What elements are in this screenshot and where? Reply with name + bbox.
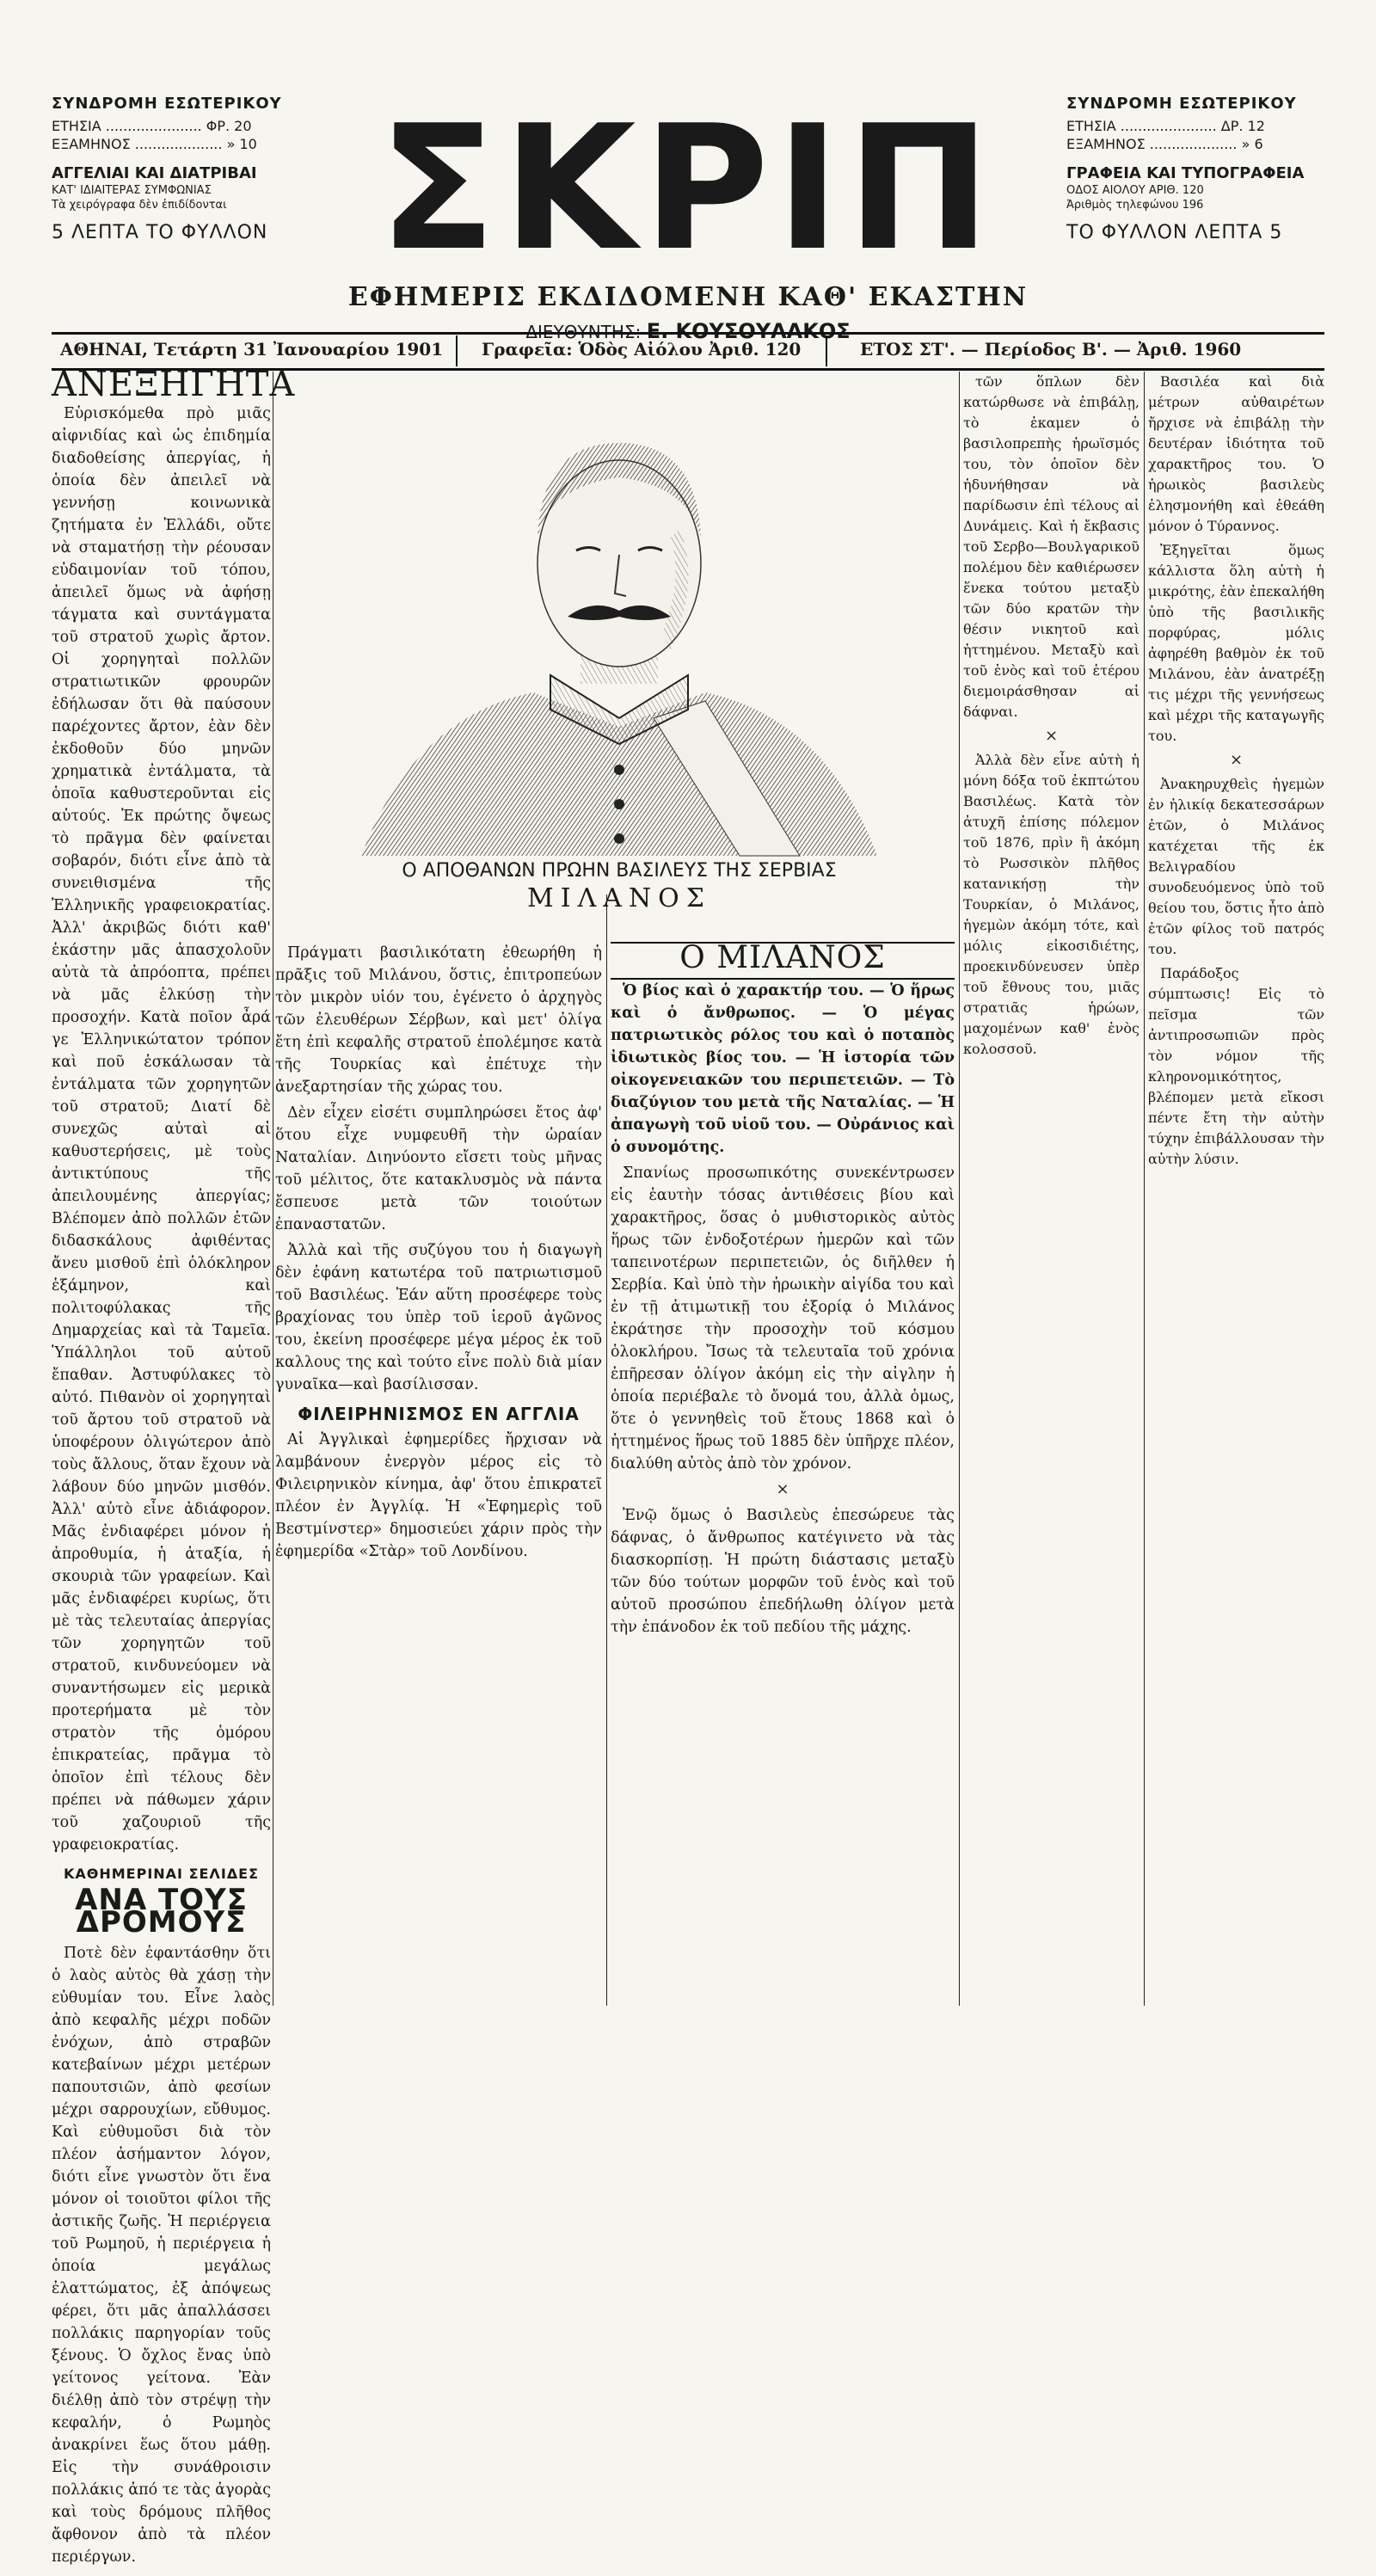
- column-rule: [1144, 372, 1145, 2006]
- caption-name: ΜΙΛΑΝΟΣ: [527, 883, 711, 913]
- left-semester-rate: ΕΞΑΜΗΝΟΣ .................... » 10: [52, 136, 257, 152]
- dateline-office: Γραφεῖα: Ὁδὸς Αἰόλου Ἀριθ. 120: [482, 339, 802, 360]
- left-subscription-heading: ΣΥΝΔΡΟΜΗ ΕΣΩΤΕΡΙΚΟΥ: [52, 95, 282, 113]
- article-body: Εὑρισκόμεθα πρὸ μιᾶς αἰφνιδίας καὶ ὡς ἐπιδημία διαδοθείσης ἀπεργίας, ἡ ὁποία δὲν ἀπειλεῖ νὰ γεννήσῃ κοινωνικὰ ζητήματα ἐν Ἑλλάδι, οὔτε νὰ σταματήσῃ τὴν ρέουσαν εὐδαιμονίαν τοῦ τόπου, ἀπειλεῖ ὅμως νὰ ἀφήσῃ τάγματα καὶ συντάγματα τοῦ στρατοῦ χωρὶς ἄρτον. Οἱ χορηγηταὶ πολλῶν στρατιωτικῶν φρουρῶν ἐδήλωσαν ὅτι θὰ παύσουν παρέχοντες ἄρτον, ἐὰν δὲν ἐκδοθοῦν δύο μηνῶν χρηματικὰ ἐντάλματα, τὰ ὁποῖα καθυστεροῦνται εἰς αὐτούς. Ἐκ πρώτης ὄψεως τὸ πρᾶγμα δὲν φαίνεται σοβαρόν, διότι εἶνε ἀπὸ τὰ συνειθισμένα τῆς Ἑλληνικῆς γραφειοκρατίας. Ἀλλ' ἀκριβῶς διότι καθ' ἑκάστην μᾶς ἀπασχολοῦν αὐτὰ τὰ ἀπρόοπτα, πρέπει νὰ μᾶς ἑλκύσῃ τὴν προσοχήν. Κατὰ ποῖον ἆρά γε Ἑλληνικώτατον τρόπον καὶ ποῦ ἐσκάλωσαν τὰ ἐντάλματα τῶν χορηγητῶν τοῦ στρατοῦ; Διατί δὲ συνεχῶς αὐταὶ αἱ καθυστερήσεις, μὲ τοὺς ἀντικτύπους τῆς ἀπειλουμένης ἀπεργίας; Βλέπομεν ἀπὸ πολλῶν ἐτῶν διδασκάλους ἀφιθέντας ἄνευ μισθοῦ ἐπὶ ὁλόκληρον ἑξάμηνον, καὶ πολιτοφύλακας τῆς Δημαρχείας καὶ τὰ Ταμεῖα. Ὑπάλληλοι τοῦ αὐτοῦ ἔπαθαν. Ἀστυφύλακες τὸ αὐτό. Πιθανὸν οἱ χορηγηταὶ τοῦ ἄρτου τοῦ στρατοῦ νὰ ὑποφέρουν ὀλιγώτερον ἀπὸ τοὺς ἄλλους, ὅταν ἔχουν νὰ λάβουν δύο μηνῶν μισθόν. Ἀλλ' αὐτὸ εἶνε ἀδιάφορον. Μᾶς ἐνδιαφέρει μόνον ἡ ἀπροθυμία, ἡ ἀταξία, ἡ σκουριὰ τῶν γραφείων. Καὶ μᾶς ἐνδιαφέρει κυρίως, ὅτι μὲ τὰς τελευταίας ἀπεργίας τῶν χορηγητῶν τοῦ στρατοῦ, κινδυνεύομεν νὰ συναντήσωμεν εἰς μερικὰ προτερήματα μὲ τὸν στρατὸν τῆς ὁμόρου ἐπικρατείας, πρᾶγμα τὸ ὁποῖον ἐπὶ τέλους δὲν πρέπει νὰ πάθωμεν χάριν τοῦ χαζουριοῦ τῆς γραφειοκρατίας.: [52, 405, 271, 1854]
- right-price: ΤΟ ΦΥΛΛΟΝ ΛΕΠΤΑ 5: [1066, 222, 1283, 243]
- article-body: Δὲν εἶχεν εἰσέτι συμπληρώσει ἔτος ἀφ' ὅτου εἶχε νυμφευθῆ τὴν ὡραίαν Ναταλίαν. Διηνύοντο εἴσετι τοὺς μῆνας τοῦ μέλιτος, ὅτε κατακλυσμὸς νὰ πάντα ἔσπευσε μετὰ τῶν τοιούτων ἐπαναστατῶν.: [275, 1104, 602, 1233]
- article-lead: Ὁ βίος καὶ ὁ χαρακτήρ του. — Ὁ ἥρως καὶ ὁ ἄνθρωπος. — Ὁ μέγας πατριωτικὸς ρόλος του καὶ ὁ ποταπὸς ἰδιωτικὸς βίος του. — Ἡ ἱστορία τῶν οἰκογενειακῶν του περιπετειῶν. — Τὸ διαζύγιον του μετὰ τῆς Ναταλίας. — Ἡ ἀπαγωγὴ τοῦ υἱοῦ του. — Οὐράνιος καὶ ὁ συνομότης.: [611, 982, 955, 1156]
- article-body: Ἐνῷ ὅμως ὁ Βασιλεὺς ἐπεσώρευε τὰς δάφνας, ὁ ἄνθρωπος κατέγινετο νὰ τὰς διασκορπίσῃ. Ἡ πρώτη διάστασις μεταξὺ τῶν δύο τούτων μορφῶν τοῦ ἑνὸς καὶ τοῦ αὐτοῦ προσώπου ἐπεδήλωθη ὀλίγον μετὰ τὴν ἐπάνοδον ἐκ τοῦ πεδίου τῆς μάχης.: [611, 1507, 955, 1636]
- column-rule: [606, 895, 607, 2006]
- article-body: Αἱ Ἀγγλικαὶ ἐφημερίδες ἤρχισαν νὰ λαμβάνουν ἐνεργὸν μέρος εἰς τὸ Φιλειρηνικὸν κίνημα, ἀφ' ὅτου ἐπικρατεῖ πλέον ἐν Ἀγγλίᾳ. Ἡ «Ἐφημερὶς τοῦ Βεστμίνστερ» δημοσιεύει χάριν πρὸς τὴν ἐφημερίδα «Στὰρ» τοῦ Λονδίνου.: [275, 1431, 602, 1560]
- newspaper-title: ΣΚΡΙΠ: [378, 89, 998, 289]
- section-heading-pacifism: ΦΙΛΕΙΡΗΝΙΣΜΟΣ ΕΝ ΑΓΓΛΙΑ: [298, 1404, 580, 1424]
- separator-cross: ×: [776, 1480, 789, 1498]
- right-semester-rate: ΕΞΑΜΗΝΟΣ .................... » 6: [1066, 136, 1263, 152]
- dateline-divider: [826, 335, 827, 366]
- column-right-a: [963, 372, 1140, 2006]
- article-body: Ἀνακηρυχθεὶς ἡγεμὼν ἐν ἡλικίᾳ δεκατεσσάρων ἐτῶν, ὁ Μιλάνος κατέχεται τῆς ἐκ Βελιγραδίου συνοδευόμενος ὑπὸ τοῦ θείου του, ὅστις ἦτο ἀπὸ ἐτῶν φίλος τοῦ πατρός του.: [1148, 776, 1324, 957]
- dateline: [52, 335, 1324, 366]
- separator-cross: ×: [1229, 751, 1244, 769]
- left-annual-rate: ΕΤΗΣΙΑ ...................... ΦΡ. 20: [52, 118, 252, 134]
- column-continuation: [275, 942, 602, 2576]
- dateline-issue: ΕΤΟΣ ΣΤ'. — Περίοδος Β'. — Ἀριθ. 1960: [860, 339, 1242, 360]
- director-label: ΔΙΕΥΘΥΝΤΗΣ:: [525, 322, 642, 342]
- column-right-b: [1148, 372, 1324, 2006]
- right-phone: Ἀριθμὸς τηλεφώνου 196: [1066, 199, 1204, 212]
- portrait-engraving: [284, 374, 955, 890]
- article-body: Ἀλλὰ δὲν εἶνε αὐτὴ ἡ μόνη δόξα τοῦ ἐκπτώτου Βασιλέως. Κατὰ τὸν ἀτυχῆ ἐπίσης πόλεμον τοῦ 1876, πρὶν ἢ ἀκόμη τὸ Ρωσσικὸν πλῆθος κατανικήσῃ τὴν Τουρκίαν, ὁ Μιλάνος, ἡγεμὼν ἀκόμη τότε, καὶ μόλις εἰκοσιδιέτης, προεκινδύνευσεν ὑπὲρ τοῦ ἔθνους του, μιᾶς στρατιᾶς ἡρώων, μαχομένων καθ' ἑνὸς κολοσσοῦ.: [963, 752, 1140, 1057]
- article-headbox: [611, 942, 955, 980]
- right-offices-heading: ΓΡΑΦΕΙΑ ΚΑΙ ΤΥΠΟΓΡΑΦΕΙΑ: [1066, 164, 1305, 182]
- portrait-image: [284, 374, 955, 890]
- right-subscription-heading: ΣΥΝΔΡΟΜΗ ΕΣΩΤΕΡΙΚΟΥ: [1066, 95, 1297, 113]
- left-price: 5 ΛΕΠΤΑ ΤΟ ΦΥΛΛΟΝ: [52, 222, 268, 243]
- article-body: Σπανίως προσωπικότης συνεκέντρωσεν εἰς ἑαυτὴν τόσας ἀντιθέσεις βίου καὶ χαρακτῆρος, ὅσας ὁ μυθιστορικὸς αὐτὸς ἥρως τῶν ἐνδοξοτέρων ἡμερῶν καὶ τῶν ταπεινοτέρων περιπετειῶν, ὁς διῆλθεν ἡ Σερβία. Καὶ ὑπὸ τὴν ἠρωικὴν αἰγίδα του καὶ ἐν τῇ ἀτιμωτικῇ του ἐξορίᾳ ὁ Μιλάνος ἐκράτησε τὴν προσοχὴν τοῦ κόσμου ὁλοκλήρου. Ἴσως τὰ τελευταῖα τοῦ χρόνια ἐπῆρεσαν ὀλίγον ἀκόμη εἰς τὴν αἰγλην ἡ ὁποία περιέβαλε τὸ ὄνομά του, ἀλλὰ ὁμως, ὅτε ὁ γεννηθεὶς τοῦ ἔτους 1868 καὶ ὁ ἡττημένος ἥρως τοῦ 1885 δὲν ὑπῆρχε πλέον, διαλύθη αὐτὸς ἀπὸ τὸν χρόνον.: [611, 1165, 955, 1472]
- masthead-left-box: [52, 95, 310, 243]
- article-body: Παράδοξος σύμπτωσις! Εἰς τὸ πεῖσμα τῶν ἀντιπροσωπιῶν πρὸς τὸν νόμον τῆς κληρονομικότητος, βλέπομεν μετὰ εἴκοσι πέντε ἔτη τὴν αὐτὴν τύχην ἐπιβάλλουσαν τὴν αὐτὴν λύσιν.: [1148, 965, 1324, 1167]
- dateline-date: ΑΘΗΝΑΙ, Τετάρτη 31 Ἰανουαρίου 1901: [60, 339, 444, 360]
- masthead: [52, 89, 1324, 343]
- masthead-right-box: [1066, 95, 1324, 243]
- caption-text: Ο ΑΠΟΘΑΝΩΝ ΠΡΩΗΝ ΒΑΣΙΛΕΥΣ ΤΗΣ ΣΕΡΒΙΑΣ: [402, 860, 837, 882]
- article-body: Πράγματι βασιλικότατη ἐθεωρήθη ἡ πρᾶξις τοῦ Μιλάνου, ὅστις, ἐπιτροπεύων τὸν μικρὸν υἱόν του, ἐγένετο ὁ ἀρχηγὸς τῶν ἐλευθέρων Σέρβων, καὶ μετ' ὀλίγα ἔτη ἐπὶ κεφαλῆς στρατοῦ ἐπολέμησε κατὰ τῆς Τουρκίας καὶ ἐπέτυχε τὴν ἀνεξαρτησίαν τῆς χώρας του.: [275, 944, 602, 1096]
- separator-cross: ×: [1044, 727, 1059, 745]
- left-manuscripts-note: Τὰ χειρόγραφα δὲν ἐπιδίδονται: [52, 199, 227, 212]
- column-anexigita: [52, 365, 296, 2566]
- article-body: Ποτὲ δὲν ἐφαντάσθην ὅτι ὁ λαὸς αὐτὸς θὰ χάσῃ τὴν εὐθυμίαν του. Εἶνε λαὸς ἀπὸ κεφαλῆς μέχρι ποδῶν ἐνόχων, ἀπὸ στραβῶν κατεβαίνων μέχρι μετέρων παπουτσιῶν, ἀπὸ φεσίων μέχρι σαρρουχίων, εὔθυμος. Καὶ εὐθυμοῦσι διὰ τὸν πλέον ἀσήμαντον λόγον, διότι εἶνε γνωστὸν ὅτι ἕνα μόνον οἱ τοιοῦτοι φίλοι τῆς ἀστικῆς ζωῆς. Ἡ περιέργεια τοῦ Ρωμηοῦ, ἡ περιέργεια ἡ ὁποία μεγάλως ἐλαττώματος, ἐξ ἀπόψεως φέρει, ὅτι μᾶς ἀπαλλάσσει πολλάκις παρηγορίαν τοῦς ξένους. Ὁ ὄχλος ἔνας ὑπὸ γείτονος γείτονα. Ἐὰν διέλθῃ ἀπὸ τὸν στρέψῃ τὴν κεφαλήν, ὁ Ρωμηὸς ἀνακρίνει ἕως ὅτου μάθῃ. Εἰς τὴν συνάθροισιν πολλάκις ἀπό τε τὰς ἀγορὰς καὶ τοὺς δρόμους πλῆθος ἄφθονον ἀπὸ τὰ πλέον περιέργων.: [52, 1945, 271, 2566]
- portrait-caption: [284, 860, 955, 913]
- title-block: [310, 89, 1066, 343]
- column-milanos: [611, 942, 955, 2576]
- right-annual-rate: ΕΤΗΣΙΑ ...................... ΔΡ. 12: [1066, 118, 1265, 134]
- director-name: Ε. ΚΟΥΣΟΥΛΑΚΟΣ: [646, 319, 851, 343]
- dateline-divider: [456, 335, 458, 366]
- left-ads-heading: ΑΓΓΕΛΙΑΙ ΚΑΙ ΔΙΑΤΡΙΒΑΙ: [52, 164, 257, 182]
- article-body: Βασιλέα καὶ διὰ μέτρων αὐθαιρέτων ἤρχισε νὰ ἐπιβάλῃ τὴν δευτέραν ἰδιότητα τοῦ χαρακτῆρος του. Ὁ ἡρωικὸς βασιλεὺς ἐλησμονήθη καὶ ἐθεάθη μόνον ὁ Τύραννος.: [1148, 373, 1324, 534]
- article-body: τῶν ὅπλων δὲν κατώρθωσε νὰ ἐπιβάλῃ, τὸ ἐκαμεν ὁ βασιλοπρεπὴς ἡρωϊσμός του, τὸν ὁποῖον δὲν ἠδυνήθησαν νὰ παρίδωσιν ἐπὶ τέλους αἱ Δυνάμεις. Καὶ ἡ ἔκβασις τοῦ Σερβο—Βουλγαρικοῦ πολέμου δὲν καθιέρωσεν ἕνεκα τούτου μεταξὺ τῶν δύο κρατῶν τὴν θέσιν νικητοῦ καὶ ἡττημένου. Μεταξὺ καὶ τοῦ ἑνὸς καὶ τοῦ ἑτέρου διεμοιράσθησαν αἱ δάφναι.: [963, 373, 1140, 720]
- article-heading-streets: ΑΝΑ ΤΟΥΣ ΔΡΟΜΟΥΣ: [75, 1883, 248, 1940]
- column-rule: [959, 372, 960, 2006]
- left-ads-terms: ΚΑΤ' ΙΔΙΑΙΤΕΡΑΣ ΣΥΜΦΩΝΙΑΣ: [52, 184, 212, 197]
- article-heading-milanos: Ο ΜΙΛΑΝΟΣ: [679, 940, 886, 975]
- article-heading-anexigita: ΑΝΕΞΗΓΗΤΑ: [52, 365, 296, 404]
- article-body: Ἀλλὰ καὶ τῆς συζύγου του ἡ διαγωγὴ δὲν ἐφάνη κατωτέρα τοῦ πατριωτισμοῦ τοῦ Βασιλέως. Ἐάν αὕτη προσέφερε τοὺς βραχίονας του ὑπὲρ τοῦ ἱεροῦ ἀγῶνος του, ἐκείνη προσέφερε μέγα μέρος ἐκ τοῦ καλλους της καὶ τούτο εἶνε πολὺ διὰ μίαν γυναῖκα—καὶ βασίλισσαν.: [275, 1242, 602, 1393]
- section-heading-daily-pages: ΚΑΘΗΜΕΡΙΝΑΙ ΣΕΛΙΔΕΣ: [63, 1866, 260, 1882]
- right-address: ΟΔΟΣ ΑΙΟΛΟΥ ΑΡΙΘ. 120: [1066, 184, 1204, 197]
- top-rule: [52, 332, 1324, 335]
- newspaper-subtitle: ΕΦΗΜΕΡΙΣ ΕΚΔΙΔΟΜΕΝΗ ΚΑΘ' ΕΚΑΣΤΗΝ: [347, 282, 1029, 312]
- article-body: Ἐξηγεῖται ὅμως κάλλιστα ὅλη αὐτὴ ἡ μικρότης, ἐὰν ἐπεκαλήθη ὑπὸ τῆς βασιλικῆς πορφύρας, μόλις ἀφηρέθη βαθμὸν ἐκ τοῦ Μιλάνου, ἐὰν ἀνατρέξῃ τις μέχρι τῆς γεννήσεως καὶ μέχρι τῆς καταγωγῆς του.: [1148, 542, 1324, 744]
